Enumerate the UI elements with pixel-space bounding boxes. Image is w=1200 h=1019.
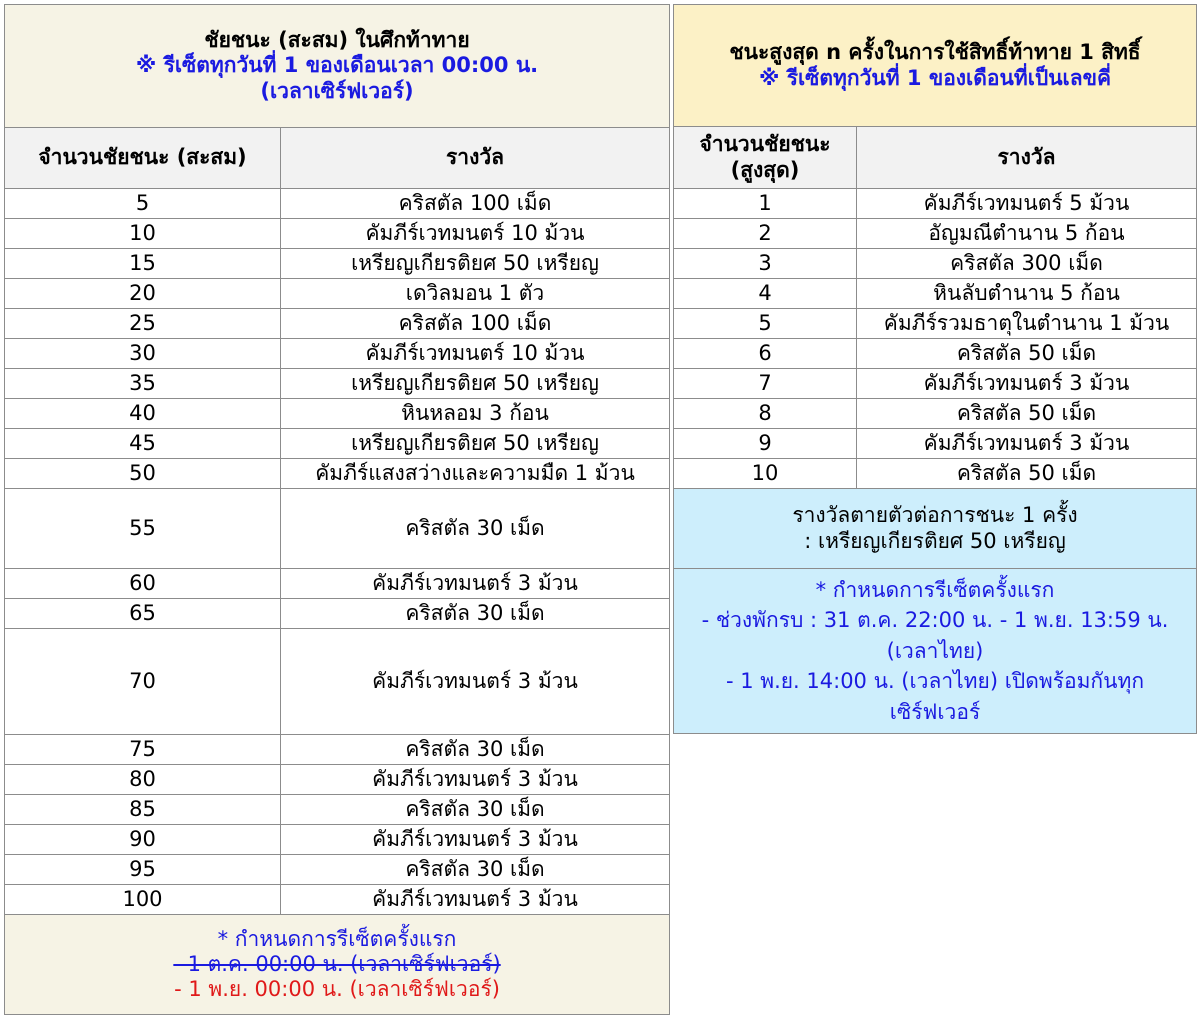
left-table-row — [5, 249, 670, 279]
left-table-row-reward: คัมภีร์เวทมนตร์ 3 ม้วน — [281, 825, 670, 855]
left-table-row-reward: เหรียญเกียรติยศ 50 เหรียญ — [281, 429, 670, 459]
right-table-row-wins: 2 — [674, 219, 857, 249]
left-table-row — [5, 885, 670, 915]
per-win-reward-cell — [674, 489, 1197, 569]
right-reset-title: * กำหนดการรีเซ็ตครั้งแรก — [815, 577, 1055, 602]
right-table-row-wins: 3 — [674, 249, 857, 279]
right-table-row — [674, 309, 1197, 339]
left-table-row — [5, 855, 670, 885]
right-reset-line2: (เวลาไทย) — [886, 638, 984, 663]
left-footer-old-date: - 1 ต.ค. 00:00 น. (เวลาเซิร์ฟเวอร์) — [173, 951, 501, 976]
left-table-row — [5, 599, 670, 629]
left-table-footer — [5, 915, 670, 1015]
right-table-subtitle: ※ รีเซ็ตทุกวันที่ 1 ของเดือนที่เป็นเลขคี่ — [758, 65, 1112, 90]
right-table-row — [674, 339, 1197, 369]
right-reset-line4: เซิร์ฟเวอร์ — [889, 699, 981, 724]
right-table-row-wins: 9 — [674, 429, 857, 459]
left-table-row-reward: คัมภีร์เวทมนตร์ 3 ม้วน — [281, 765, 670, 795]
left-table-row-reward: คริสตัล 100 เม็ด — [281, 309, 670, 339]
right-table-row-wins: 7 — [674, 369, 857, 399]
right-reset-line3: - 1 พ.ย. 14:00 น. (เวลาไทย) เปิดพร้อมกันทุก — [725, 669, 1145, 694]
right-table-row — [674, 399, 1197, 429]
right-table-row-reward: คริสตัล 50 เม็ด — [857, 459, 1197, 489]
left-table-row-wins: 35 — [5, 369, 281, 399]
left-table-row-wins: 75 — [5, 735, 281, 765]
left-table-row — [5, 219, 670, 249]
right-table-row-wins: 1 — [674, 189, 857, 219]
right-table-row-reward: คัมภีร์เวทมนตร์ 3 ม้วน — [857, 369, 1197, 399]
left-table-row-reward: คริสตัล 30 เม็ด — [281, 855, 670, 885]
per-win-line2: : เหรียญเกียรติยศ 50 เหรียญ — [804, 528, 1066, 553]
left-table-row — [5, 459, 670, 489]
max-wins-table — [673, 4, 1197, 734]
left-table-row-reward: คริสตัล 30 เม็ด — [281, 599, 670, 629]
left-table-row-reward: คัมภีร์เวทมนตร์ 10 ม้วน — [281, 219, 670, 249]
left-table-row-reward: คริสตัล 30 เม็ด — [281, 795, 670, 825]
right-table-header — [674, 5, 1197, 127]
left-table-row-reward: คัมภีร์เวทมนตร์ 10 ม้วน — [281, 339, 670, 369]
right-table-row — [674, 279, 1197, 309]
right-table-title: ชนะสูงสุด n ครั้งในการใช้สิทธิ์ท้าทาย 1 สิทธิ์ — [729, 40, 1141, 65]
right-table-row — [674, 249, 1197, 279]
left-footer-title: * กำหนดการรีเซ็ตครั้งแรก — [217, 926, 457, 951]
left-table-row — [5, 339, 670, 369]
left-table-row — [5, 309, 670, 339]
left-table-row-wins: 80 — [5, 765, 281, 795]
right-col-header-wins-line1: จำนวนชัยชนะ — [699, 132, 831, 157]
left-table-row-wins: 50 — [5, 459, 281, 489]
right-table-row-wins: 5 — [674, 309, 857, 339]
left-table-row-reward: เหรียญเกียรติยศ 50 เหรียญ — [281, 369, 670, 399]
left-table-row — [5, 795, 670, 825]
right-col-header-reward: รางวัล — [857, 127, 1197, 189]
left-table-row-reward: หินหลอม 3 ก้อน — [281, 399, 670, 429]
left-table-header — [5, 5, 670, 128]
left-table-row — [5, 369, 670, 399]
right-reset-schedule-cell — [674, 569, 1197, 734]
right-table-row — [674, 219, 1197, 249]
right-col-header-wins-line2: (สูงสุด) — [730, 157, 800, 182]
left-table-row-reward: คริสตัล 30 เม็ด — [281, 489, 670, 569]
left-table-row — [5, 429, 670, 459]
left-table-row — [5, 189, 670, 219]
left-table-row — [5, 399, 670, 429]
left-table-row-reward: คริสตัล 100 เม็ด — [281, 189, 670, 219]
right-table-row-wins: 8 — [674, 399, 857, 429]
right-table-row-reward: คัมภีร์รวมธาตุในตำนาน 1 ม้วน — [857, 309, 1197, 339]
left-table-row-wins: 25 — [5, 309, 281, 339]
left-table-row-wins: 10 — [5, 219, 281, 249]
left-table-row-wins: 90 — [5, 825, 281, 855]
left-table-row-reward: เดวิลมอน 1 ตัว — [281, 279, 670, 309]
left-table-row-wins: 20 — [5, 279, 281, 309]
left-table-row — [5, 825, 670, 855]
right-table-row — [674, 189, 1197, 219]
right-table-row-reward: คัมภีร์เวทมนตร์ 5 ม้วน — [857, 189, 1197, 219]
left-table-row-wins: 15 — [5, 249, 281, 279]
left-table-row-wins: 95 — [5, 855, 281, 885]
left-table-row-wins: 55 — [5, 489, 281, 569]
left-table-subtitle: ※ รีเซ็ตทุกวันที่ 1 ของเดือนเวลา 00:00 น. — [135, 53, 539, 78]
left-table-row-reward: คัมภีร์เวทมนตร์ 3 ม้วน — [281, 629, 670, 735]
left-table-row-wins: 40 — [5, 399, 281, 429]
right-table-row-wins: 4 — [674, 279, 857, 309]
left-table-row — [5, 629, 670, 735]
right-table-row-reward: หินลับตำนาน 5 ก้อน — [857, 279, 1197, 309]
left-table-row-reward: เหรียญเกียรติยศ 50 เหรียญ — [281, 249, 670, 279]
left-table-row-wins: 65 — [5, 599, 281, 629]
left-footer-new-date: - 1 พ.ย. 00:00 น. (เวลาเซิร์ฟเวอร์) — [174, 977, 500, 1002]
right-table-row-reward: คริสตัล 50 เม็ด — [857, 399, 1197, 429]
left-table-row — [5, 735, 670, 765]
left-table-row-wins: 30 — [5, 339, 281, 369]
left-table-row-wins: 70 — [5, 629, 281, 735]
left-table-row-reward: คัมภีร์แสงสว่างและความมืด 1 ม้วน — [281, 459, 670, 489]
left-table-row — [5, 279, 670, 309]
per-win-line1: รางวัลตายตัวต่อการชนะ 1 ครั้ง — [792, 503, 1078, 528]
left-table-row-wins: 100 — [5, 885, 281, 915]
right-table-row-reward: คริสตัล 300 เม็ด — [857, 249, 1197, 279]
left-table-title: ชัยชนะ (สะสม) ในศึกท้าทาย — [204, 28, 470, 53]
right-table-row — [674, 429, 1197, 459]
left-table-row-wins: 5 — [5, 189, 281, 219]
left-table-row-wins: 85 — [5, 795, 281, 825]
left-table-row-reward: คริสตัล 30 เม็ด — [281, 735, 670, 765]
left-col-header-reward: รางวัล — [281, 128, 670, 189]
left-table-row-reward: คัมภีร์เวทมนตร์ 3 ม้วน — [281, 885, 670, 915]
left-table-row-wins: 60 — [5, 569, 281, 599]
cumulative-wins-table — [4, 4, 670, 1015]
left-table-row-reward: คัมภีร์เวทมนตร์ 3 ม้วน — [281, 569, 670, 599]
left-col-header-wins: จำนวนชัยชนะ (สะสม) — [5, 128, 281, 189]
right-table-row-wins: 10 — [674, 459, 857, 489]
right-table-row-reward: อัญมณีตำนาน 5 ก้อน — [857, 219, 1197, 249]
left-table-row — [5, 489, 670, 569]
left-table-row — [5, 765, 670, 795]
right-table-row-wins: 6 — [674, 339, 857, 369]
left-table-row-wins: 45 — [5, 429, 281, 459]
right-col-header-wins — [674, 127, 857, 189]
right-table-row — [674, 369, 1197, 399]
right-table-row-reward: คริสตัล 50 เม็ด — [857, 339, 1197, 369]
right-table-row — [674, 459, 1197, 489]
right-reset-line1: - ช่วงพักรบ : 31 ต.ค. 22:00 น. - 1 พ.ย. 13:59 น. — [701, 608, 1169, 633]
right-table-row-reward: คัมภีร์เวทมนตร์ 3 ม้วน — [857, 429, 1197, 459]
left-table-row — [5, 569, 670, 599]
left-table-subtitle-2: (เวลาเซิร์ฟเวอร์) — [260, 78, 414, 103]
